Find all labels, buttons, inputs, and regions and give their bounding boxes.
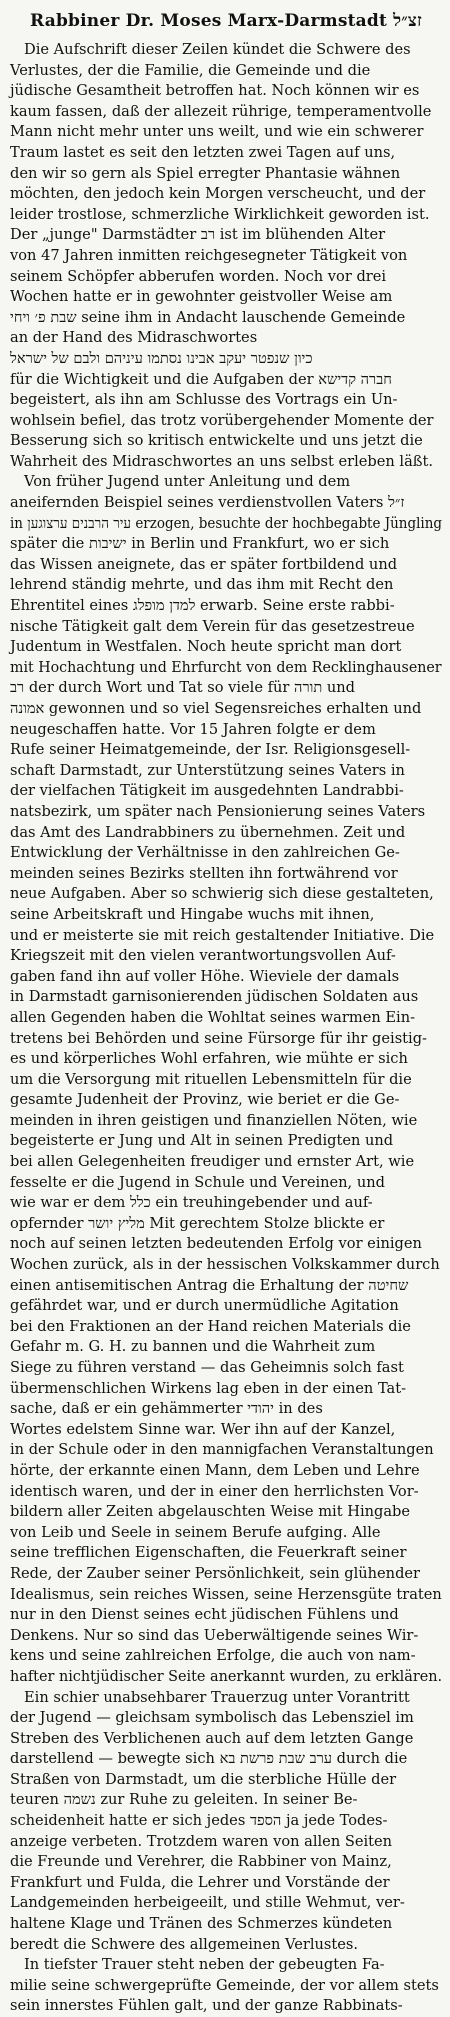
text-line: kens und seine zahlreichen Erfolge, die auch von nam-	[10, 1647, 416, 1665]
text-line: neue Aufgaben. Aber so schwierig sich diese gestalteten,	[10, 885, 434, 903]
text-line: aneifernden Beispiel seines verdienstvollen Vaters ז״ל	[10, 494, 405, 512]
text-line: das Amt des Landrabbiners zu übernehmen. Zeit und	[10, 823, 406, 841]
text-line: einen antisemitischen Antrag die Erhaltung der שחיטה	[10, 1276, 409, 1294]
paragraph	[10, 1688, 442, 1956]
text-line: den wir so gern als Spiel erregter Phantasie wähnen	[10, 164, 401, 182]
text-line: scheidenheit hatte er sich jedes הספד ja jede Todes-	[10, 1812, 388, 1830]
text-line: natsbezirk, um später nach Pensionierung seines Vaters	[10, 802, 426, 820]
text-line: שבת פ׳ ויחי seine ihm in Andacht lauschende Gemeinde	[10, 308, 406, 326]
text-line: seine Arbeitskraft und Hingabe wuchs mit ihnen,	[10, 905, 375, 923]
text-line: lehrend ständig mehrte, und das ihm mit Recht den	[10, 576, 394, 594]
text-line: Traum lastet es seit den letzten zwei Tagen auf uns,	[10, 143, 396, 161]
text-line: Rede, der Zauber seiner Persönlichkeit, sein glühender	[10, 1564, 421, 1582]
text-line: Die Aufschrift dieser Zeilen kündet die Schwere des	[24, 41, 411, 58]
text-line: identisch waren, und der in einer den herrlichsten Vor-	[10, 1482, 419, 1500]
text-line: wohlsein befiel, das trotz vorübergehender Momente der	[10, 411, 434, 429]
text-line: bei den Fraktionen an der Hand reichen Materials die	[10, 1317, 411, 1335]
text-line: Denkens. Nur so sind das Ueberwältigende seines Wir-	[10, 1626, 419, 1644]
text-line: in der Schule oder in den mannigfachen Veranstaltungen	[10, 1441, 434, 1459]
text-line: von 47 Jahren inmitten reichgesegneter Tätigkeit von	[10, 246, 408, 264]
text-line: später die ישיבות in Berlin und Frankfurt, wo er sich	[10, 535, 390, 553]
text-line: teuren נשמה zur Ruhe zu geleiten. In seiner Be-	[10, 1791, 358, 1809]
text-line: begeistert, als ihn am Schlusse des Vortrags ein Un-	[10, 391, 398, 409]
text-line: noch auf seinen letzten bedeutenden Erfolg vor einigen	[10, 1235, 422, 1253]
text-line: das Wissen aneignete, das er später fortbildend und	[10, 555, 398, 573]
text-line: an der Hand des Midraschwortes	[10, 329, 258, 347]
text-line: bei allen Gelegenheiten freudiger und ernster Art, wie	[10, 1153, 415, 1171]
text-line: Mann nicht mehr unter uns weilt, und wie ein schwerer	[10, 123, 424, 141]
text-line: gesamte Judenheit der Provinz, wie beriet er die Ge-	[10, 1091, 400, 1109]
text-line: schaft Darmstadt, zur Unterstützung seines Vaters in	[10, 761, 405, 779]
text-line: gaben fand ihn auf voller Höhe. Wieviele der damals	[10, 967, 400, 985]
text-line: darstellend — bewegte sich ערב שבת פרשת בא durch die	[10, 1750, 408, 1768]
text-line: in Darmstadt garnisonierenden jüdischen Soldaten aus	[10, 988, 419, 1006]
text-line: Der „junge" Darmstädter רב ist im blühenden Alter	[10, 226, 386, 244]
text-line: tretens bei Behörden und seine Fürsorge für ihr geistig-	[10, 1029, 427, 1047]
text-line: begeisterte er Jung und Alt in seinen Predigten und	[10, 1132, 394, 1150]
text-line: opfernder מליץ יושר Mit gerechtem Stolze blickte er	[10, 1214, 385, 1232]
text-line: Verlustes, der die Familie, die Gemeinde und die	[10, 61, 371, 79]
text-line: meinden in ihren geistigen und finanziellen Nöten, wie	[10, 1111, 418, 1129]
text-line: die Freunde und Verehrer, die Rabbiner von Mainz,	[10, 1853, 392, 1871]
text-line: hafter nichtjüdischer Seite anerkannt wurden, zu erklären.	[10, 1667, 443, 1685]
text-line: für die Wichtigkeit und die Aufgaben der חברה קדישא	[10, 370, 392, 388]
text-line: Gefahr m. G. H. zu bannen und die Wahrheit zum	[10, 1338, 376, 1356]
text-line: meinden seines Bezirks stellten ihn fortwährend vor	[10, 864, 398, 882]
text-line: Entwicklung der Verhältnisse in den zahlreichen Ge-	[10, 844, 400, 862]
text-line: Streben des Verblichenen auch auf dem letzten Gange	[10, 1729, 414, 1747]
text-line: fesselte er die Jugend in Schule und Vereinen, und	[10, 1173, 385, 1191]
paragraph	[10, 40, 442, 472]
text-line: leider trostlose, schmerzliche Wirklichkeit geworden ist.	[10, 205, 430, 223]
text-line: von Leib und Seele in seinem Berufe aufging. Alle	[10, 1523, 381, 1541]
text-line: der vielfachen Tätigkeit im ausgedehnten Landrabbi-	[10, 782, 404, 800]
text-line: כיון שנפטר יעקב אבינו נסתמו עיניהם ולבם של ישראל	[10, 349, 313, 367]
text-line: Besserung sich so kritisch entwickelte und uns jetzt die	[10, 432, 423, 450]
text-line: Von früher Jugend unter Anleitung und dem	[24, 473, 351, 491]
text-line: Ehrentitel eines למדן מופלג erwarb. Seine erste rabbi-	[10, 597, 395, 615]
text-line: neugeschaffen hatte. Vor 15 Jahren folgte er dem	[10, 720, 376, 738]
text-line: es und körperliches Wohl erfahren, wie mühte er sich	[10, 1050, 408, 1068]
text-line: Wochen zurück, als in der hessischen Volkskammer durch	[10, 1256, 440, 1274]
text-line: haltene Klage und Tränen des Schmerzes kündeten	[10, 1915, 393, 1933]
text-line: Siege zu führen verstand — das Geheimnis solch fast	[10, 1359, 404, 1376]
text-line: mit Hochachtung und Ehrfurcht von dem Recklinghausener	[10, 658, 442, 676]
text-line: und er meisterte sie mit reich gestaltender Initiative. Die	[10, 926, 435, 944]
text-line: nur in den Dienst seines echt jüdischen Fühlens und	[10, 1606, 399, 1624]
text-line: milie seine schwergeprüfte Gemeinde, der vor allem stets	[10, 1976, 439, 1994]
text-line: der Jugend — gleichsam symbolisch das Lebensziel im	[10, 1709, 414, 1727]
text-line: beredt die Schwere des allgemeinen Verlustes.	[10, 1935, 359, 1953]
text-line: Kriegszeit mit den vielen verantwortungsvollen Auf-	[10, 947, 396, 965]
text-line: kaum fassen, daß der allezeit rührige, temperamentvolle	[10, 102, 432, 120]
text-line: Straßen von Darmstadt, um die sterbliche Hülle der	[10, 1770, 397, 1788]
text-line: bildern aller Zeiten abgelauschten Weise mit Hingabe	[10, 1503, 411, 1521]
text-line: Idealismus, sein reiches Wissen, seine Herzensgüte traten	[10, 1585, 442, 1603]
text-line: Rufe seiner Heimatgemeinde, der Isr. Religionsgesell-	[10, 741, 411, 759]
paragraph	[10, 1955, 442, 2017]
text-line: allen Gegenden haben die Wohltat seines warmen Ein-	[10, 1008, 416, 1026]
text-line: wie war er dem כלל ein treuhingebender und auf-	[10, 1194, 373, 1212]
text-line: sache, daß er ein gehämmerter יהודי in des	[10, 1400, 323, 1418]
text-line: Wahrheit des Midraschwortes an uns selbst erleben läßt.	[10, 452, 434, 470]
text-line: möchten, den jedoch kein Morgen verscheucht, und der	[10, 185, 426, 203]
obituary-article	[10, 40, 442, 2017]
text-line: in עיר הרבנים ערצוגען erzogen, besuchte der hochbegabte Jüngling	[10, 514, 443, 532]
text-line: Ein schier unabsehbarer Trauerzug unter Vorantritt	[24, 1688, 410, 1706]
paragraph	[10, 472, 442, 1687]
text-line: רב der durch Wort und Tat so viele für תורה und	[10, 679, 356, 697]
text-line: Wochen hatte er in gewohnter geistvoller Weise am	[10, 288, 393, 306]
text-line: Landgemeinden herbeigeeilt, und stille Wehmut, ver-	[10, 1894, 405, 1912]
text-line: hörte, der erkannte einen Mann, dem Leben und Lehre	[10, 1461, 420, 1479]
text-line: anzeige verbeten. Trotzdem waren von allen Seiten	[10, 1832, 393, 1850]
text-line: sein innerstes Fühlen galt, und der ganze Rabbinats-	[10, 1997, 403, 2015]
text-line: seine trefflichen Eigenschaften, die Feuerkraft seiner	[10, 1544, 407, 1562]
text-line: nische Tätigkeit galt dem Verein für das gesetzestreue	[10, 617, 415, 635]
text-line: seinem Schöpfer abberufen worden. Noch vor drei	[10, 267, 387, 285]
text-line: übermenschlichen Wirkens lag eben in der einen Tat-	[10, 1379, 407, 1397]
text-line: Wortes edelstem Sinne war. Wer ihn auf der Kanzel,	[10, 1420, 396, 1438]
text-line: אמונה gewonnen und so viel Segensreiches erhalten und	[10, 700, 422, 717]
text-line: um die Versorgung mit rituellen Lebensmitteln für die	[10, 1070, 412, 1088]
obituary-title: Rabbiner Dr. Moses Marx-Darmstadt זצ״ל	[30, 11, 422, 31]
text-line: gefährdet war, und er durch unermüdliche Agitation	[10, 1297, 399, 1315]
text-line: jüdische Gesamtheit betroffen hat. Noch können wir es	[10, 82, 420, 100]
text-line: In tiefster Trauer steht neben der gebeugten Fa-	[24, 1956, 385, 1974]
text-line: Frankfurt und Fulda, die Lehrer und Vorstände der	[10, 1873, 390, 1891]
text-line: Judentum in Westfalen. Noch heute spricht man dort	[10, 638, 402, 656]
